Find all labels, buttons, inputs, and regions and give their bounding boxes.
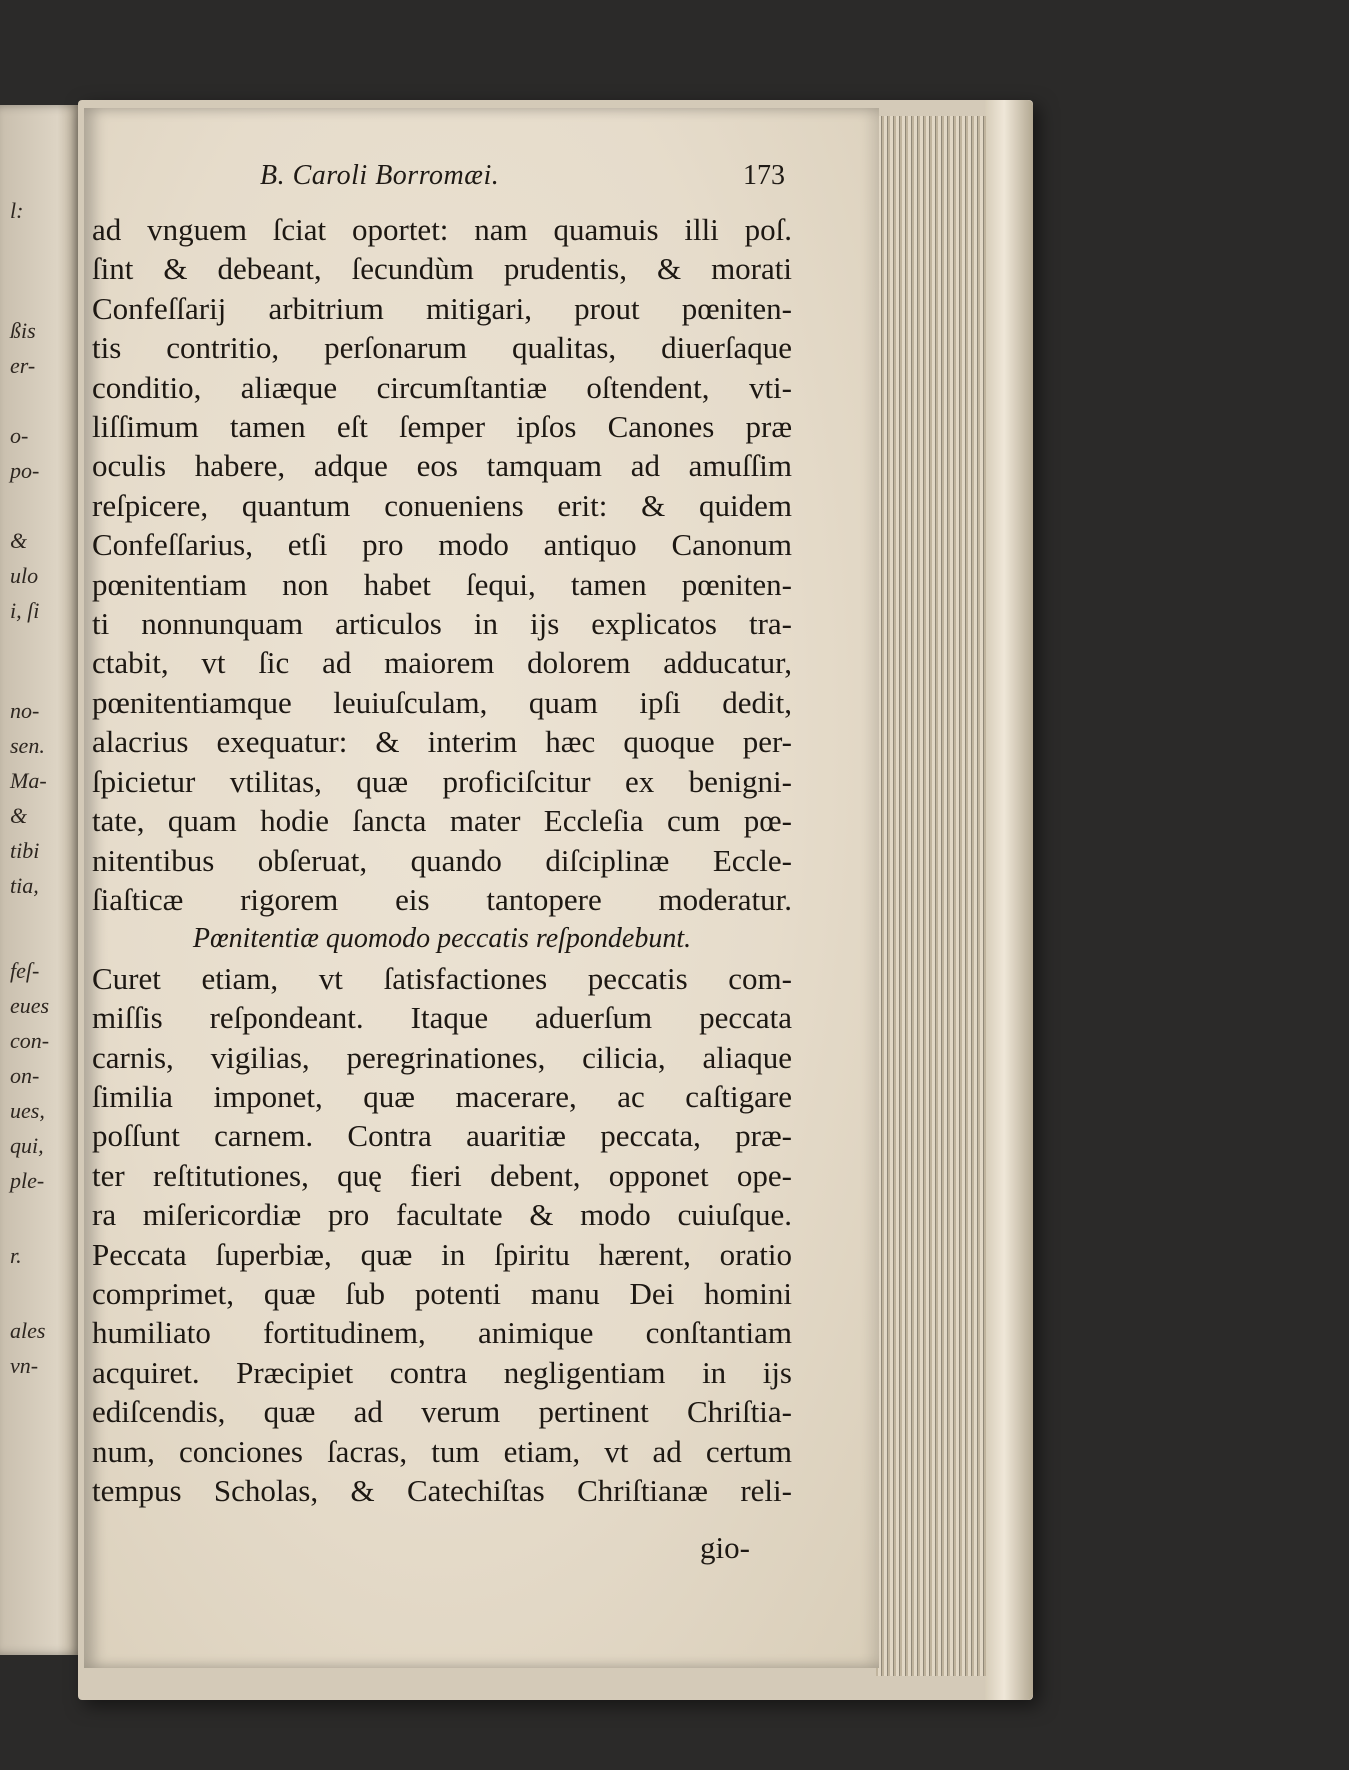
catchword: gio-: [700, 1530, 750, 1565]
left-page-fragment: tibi: [10, 838, 40, 863]
text-line: alacrius exequatur: & interim hæc quoque per-: [92, 724, 792, 760]
left-page-fragment: r.: [10, 1243, 22, 1268]
text-line: humiliato fortitudinem, animique conſtantiam: [92, 1315, 792, 1351]
text-line: pœnitentiam non habet ſequi, tamen pœniten-: [92, 566, 792, 602]
text-line: Curet etiam, vt ſatisfactiones peccatis com-: [92, 960, 792, 996]
left-page-fragment: ple-: [10, 1168, 45, 1193]
text-line: num, conciones ſacras, tum etiam, vt ad certum: [92, 1433, 792, 1469]
text-line: ſint & debeant, ſecundùm prudentis, & morati: [92, 251, 792, 287]
left-page-fragment: sen.: [10, 733, 45, 758]
left-page-fragment: l:: [10, 198, 24, 223]
cover-edge: [985, 100, 1033, 1700]
left-page-fragment: Ma-: [10, 768, 47, 793]
text-line: Confeſſarius, etſi pro modo antiquo Canonum: [92, 527, 792, 563]
text-line: ſimilia imponet, quæ macerare, ac caſtigare: [92, 1078, 792, 1114]
text-line: comprimet, quæ ſub potenti manu Dei homini: [92, 1275, 792, 1311]
text-line: acquiret. Præcipiet contra negligentiam in ijs: [92, 1354, 792, 1390]
left-page-fragment: er-: [10, 353, 36, 378]
left-page-fragment: &: [10, 528, 28, 553]
left-page-fragment: &: [10, 803, 28, 828]
text-line: poſſunt carnem. Contra auaritiæ peccata, præ-: [92, 1118, 792, 1154]
page-number: 173: [743, 160, 785, 191]
left-page-fragment: o-: [10, 423, 29, 448]
left-page-fragment: eues: [10, 993, 50, 1018]
left-page-fragment: i, ſi: [10, 598, 40, 623]
left-page-fragment: ales: [10, 1318, 46, 1343]
left-page-fragment: vn-: [10, 1353, 39, 1378]
text-line: conditio, aliæque circumſtantiæ oſtendent, vti-: [92, 369, 792, 405]
text-line: carnis, vigilias, peregrinationes, cilicia, aliaque: [92, 1039, 792, 1075]
text-line: pœnitentiamque leuiuſculam, quam ipſi dedit,: [92, 684, 792, 720]
body-text: [92, 210, 792, 1510]
left-page-fragment: po-: [10, 458, 40, 483]
text-line: nitentibus obſeruat, quando diſciplinæ Eccle-: [92, 842, 792, 878]
text-line: Peccata ſuperbiæ, quæ in ſpiritu hærent, oratio: [92, 1236, 792, 1272]
text-line: ti nonnunquam articulos in ijs explicatos tra-: [92, 606, 792, 642]
text-line: ad vnguem ſciat oportet: nam quamuis illi poſ.: [92, 212, 792, 247]
left-page-fragment: no-: [10, 698, 40, 723]
left-page-fragment: ues,: [10, 1098, 45, 1123]
text-line: ſiaſticæ rigorem eis tantopere moderatur.: [92, 881, 792, 917]
text-line: liſſimum tamen eſt ſemper ipſos Canones præ: [92, 409, 792, 445]
page-edges: [876, 116, 986, 1676]
page-header: [95, 160, 785, 194]
left-page-fragment: ßis: [10, 318, 36, 343]
left-page-edge: [0, 105, 82, 1655]
running-head: B. Caroli Borromæi.: [260, 160, 500, 191]
text-line: reſpicere, quantum conueniens erit: & quidem: [92, 487, 792, 523]
left-page-fragment: tia,: [10, 873, 39, 898]
text-line: ctabit, vt ſic ad maiorem dolorem adducatur,: [92, 645, 792, 681]
left-page-fragment: ulo: [10, 563, 39, 588]
text-line: ediſcendis, quæ ad verum pertinent Chriſtia-: [92, 1394, 792, 1430]
left-page-fragment: on-: [10, 1063, 40, 1088]
text-line: oculis habere, adque eos tamquam ad amuſſim: [92, 448, 792, 484]
text-line: ter reſtitutiones, quę fieri debent, opponet ope-: [92, 1157, 792, 1193]
left-page-fragment: con-: [10, 1028, 50, 1053]
text-line: tate, quam hodie ſancta mater Eccleſia cum pœ-: [92, 803, 792, 839]
left-page-fragment: feſ-: [10, 958, 40, 983]
section-subheading: Pœnitentiæ quomodo peccatis reſpondebunt.: [192, 923, 692, 955]
text-line: miſſis reſpondeant. Itaque aduerſum peccata: [92, 1000, 792, 1036]
text-line: tempus Scholas, & Catechiſtas Chriſtianæ reli-: [92, 1473, 792, 1508]
text-line: ſpicietur vtilitas, quæ proficiſcitur ex benigni-: [92, 763, 792, 799]
text-line: tis contritio, perſonarum qualitas, diuerſaque: [92, 330, 792, 366]
text-line: Confeſſarij arbitrium mitigari, prout pœniten-: [92, 290, 792, 326]
text-line: ra miſericordiæ pro facultate & modo cuiuſque.: [92, 1197, 792, 1233]
left-page-fragment: qui,: [10, 1133, 44, 1158]
